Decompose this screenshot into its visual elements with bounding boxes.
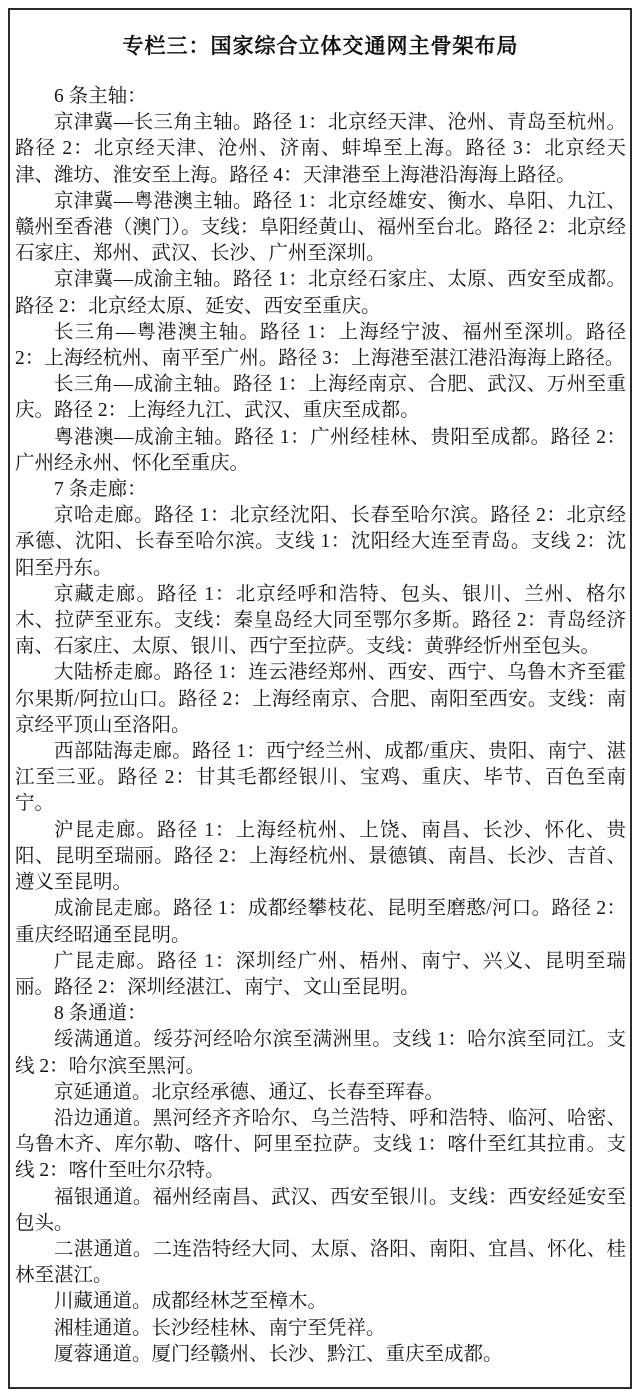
paragraph: 京津冀—粤港澳主轴。路径 1：北京经雄安、衡水、阜阳、九江、赣州至香港（澳门）。支线：阜阳经黄山、福州至台北。路径 2：北京经石家庄、郑州、武汉、长沙、广州至深圳。 (15, 190, 626, 265)
paragraph: 京哈走廊。路径 1：北京经沈阳、长春至哈尔滨。路径 2：北京经承德、沈阳、长春至哈尔滨。支线 1：沈阳经大连至青岛。支线 2：沈阳至丹东。 (15, 505, 626, 579)
paragraph: 长三角—成渝主轴。路径 1：上海经南京、合肥、武汉、万州至重庆。路径 2：上海经九江、武汉、重庆至成都。 (15, 374, 626, 422)
paragraph: 京延通道。北京经承德、通辽、长春至珲春。 (54, 1081, 445, 1103)
boxed-panel (8, 8, 632, 1389)
paragraph: 沿边通道。黑河经齐齐哈尔、乌兰浩特、呼和浩特、临河、哈密、乌鲁木齐、库尔勒、喀什、阿里至拉萨。支线 1：喀什至红其拉甫。支线 2：喀什至吐尔尕特。 (15, 1107, 626, 1182)
section-heading: 7 条走廊： (54, 479, 147, 501)
sections-container (15, 84, 626, 1368)
paragraph: 福银通道。福州经南昌、武汉、西安至银川。支线：西安经延安至包头。 (15, 1186, 626, 1234)
paragraph: 京藏走廊。路径 1：北京经呼和浩特、包头、银川、兰州、格尔木、拉萨至亚东。支线：秦皇岛经大同至鄂尔多斯。路径 2：青岛经济南、石家庄、太原、银川、西宁至拉萨。支线：黄骅经忻州至包头。 (15, 583, 626, 658)
panel-title: 专栏三：国家综合立体交通网主骨架布局 (122, 35, 519, 58)
section-heading: 6 条主轴： (54, 86, 147, 107)
paragraph: 西部陆海走廊。路径 1：西宁经兰州、成都/重庆、贵阳、南宁、湛江至三亚。路径 2：甘其毛都经银川、宝鸡、重庆、毕节、百色至南宁。 (15, 741, 626, 815)
paragraph: 二湛通道。二连浩特经大同、太原、洛阳、南阳、宜昌、怀化、桂林至湛江。 (15, 1238, 626, 1287)
section-heading: 8 条通道： (54, 1003, 147, 1025)
paragraph: 绥满通道。绥芬河经哈尔滨至满洲里。支线 1：哈尔滨至同江。支线 2：哈尔滨至黑河。 (15, 1029, 626, 1077)
paragraph: 大陆桥走廊。路径 1：连云港经郑州、西安、西宁、乌鲁木齐至霍尔果斯/阿拉山口。路径 2：上海经南京、合肥、南阳至西安。支线：南京经平顶山至洛阳。 (15, 662, 626, 736)
paragraph: 川藏通道。成都经林芝至樟木。 (54, 1291, 328, 1313)
paragraph: 湘桂通道。长沙经桂林、南宁至凭祥。 (54, 1317, 386, 1339)
paragraph: 京津冀—成渝主轴。路径 1：北京经石家庄、太原、西安至成都。路径 2：北京经太原、延安、西安至重庆。 (15, 269, 626, 317)
paragraph: 广昆走廊。路径 1：深圳经广州、梧州、南宁、兴义、昆明至瑞丽。路径 2：深圳经湛江、南宁、文山至昆明。 (15, 950, 626, 998)
paragraph: 长三角—粤港澳主轴。路径 1：上海经宁波、福州至深圳。路径 2：上海经杭州、南平至广州。路径 3：上海港至湛江港沿海海上路径。 (15, 321, 626, 370)
paragraph: 成渝昆走廊。路径 1：成都经攀枝花、昆明至磨憨/河口。路径 2：重庆经昭通至昆明。 (15, 898, 626, 946)
paragraph: 京津冀—长三角主轴。路径 1：北京经天津、沧州、青岛至杭州。路径 2：北京经天津、沧州、济南、蚌埠至上海。路径 3：北京经天津、潍坊、淮安至上海。路径 4：天津港至上海港沿海海上路径。 (15, 112, 626, 186)
paragraph: 粤港澳—成渝主轴。路径 1：广州经桂林、贵阳至成都。路径 2：广州经永州、怀化至重庆。 (15, 426, 626, 474)
paragraph: 沪昆走廊。路径 1：上海经杭州、上饶、南昌、长沙、怀化、贵阳、昆明至瑞丽。路径 2：上海经杭州、景德镇、南昌、长沙、吉首、遵义至昆明。 (15, 819, 626, 894)
paragraph: 厦蓉通道。厦门经赣州、长沙、黔江、重庆至成都。 (54, 1343, 503, 1365)
